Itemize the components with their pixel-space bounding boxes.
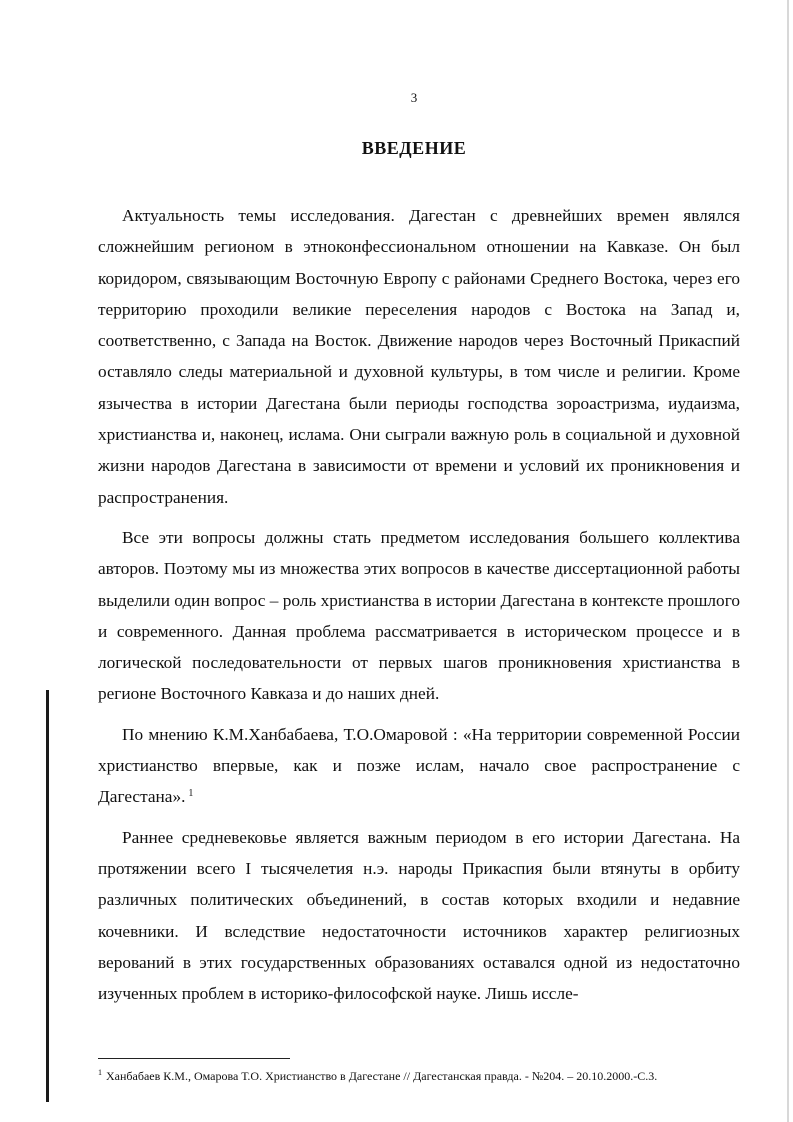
scan-edge-left — [46, 690, 49, 1102]
footnote-mark: 1 — [98, 1068, 102, 1077]
body-text — [98, 200, 740, 1018]
footnote — [98, 1065, 748, 1084]
paragraph-3-text: По мнению К.М.Ханбабаева, Т.О.Омаровой : «На территории современной России христианство впервые, как и позже ислам, начало свое распространение с Дагестана». — [98, 724, 740, 807]
footnote-divider — [98, 1058, 290, 1059]
paragraph-3 — [98, 719, 740, 813]
paragraph-1: Актуальность темы исследования. Дагестан с древнейших времен являлся сложнейшим регионом в этноконфессиональном отношении на Кавказе. Он был коридором, связывающим Восточную Европу с районами Среднего Востока, через его территорию проходили великие переселения народов с Востока на Запад и, соответственно, с Запада на Восток. Движение народов через Восточный Прикаспий оставляло следы материальной и духовной культуры, в том числе и религии. Кроме язычества в истории Дагестана были периоды господства зороастризма, иудаизма, христианства и, наконец, ислама. Они сыграли важную роль в социальной и духовной жизни народов Дагестана в зависимости от времени и условий их проникновения и распространения. — [98, 206, 740, 507]
paragraph-4: Раннее средневековье является важным периодом в его истории Дагестана. На протяжении всего I тысячелетия н.э. народы Прикаспия были втянуты в орбиту различных политических объединений, в состав которых входили и недавние кочевники. И вследствие недостаточности источников характер религиозных верований в этих государственных образованиях оставался одной из недостаточно изученных проблем в историко-философской науке. Лишь иссле- — [98, 827, 740, 1004]
scan-edge-right — [787, 0, 789, 1122]
page-number: 3 — [410, 90, 418, 105]
footnote-reference: 1 — [188, 787, 194, 799]
paragraph-2: Все эти вопросы должны стать предметом исследования большего коллектива авторов. Поэтому мы из множества этих вопросов в качестве диссертационной работы выделили один вопрос – роль христианства в истории Дагестана в контексте прошлого и современного. Данная проблема рассматривается в историческом процессе и в логической последовательности от первых шагов проникновения христианства в регионе Восточного Кавказа и до наших дней. — [98, 527, 740, 704]
page-title: ВВЕДЕНИЕ — [361, 138, 467, 158]
footnote-text: Ханбабаев К.М., Омарова Т.О. Христианство в Дагестане // Дагестанская правда. - №204. – 20.10.2000.-С.3. — [106, 1069, 658, 1083]
